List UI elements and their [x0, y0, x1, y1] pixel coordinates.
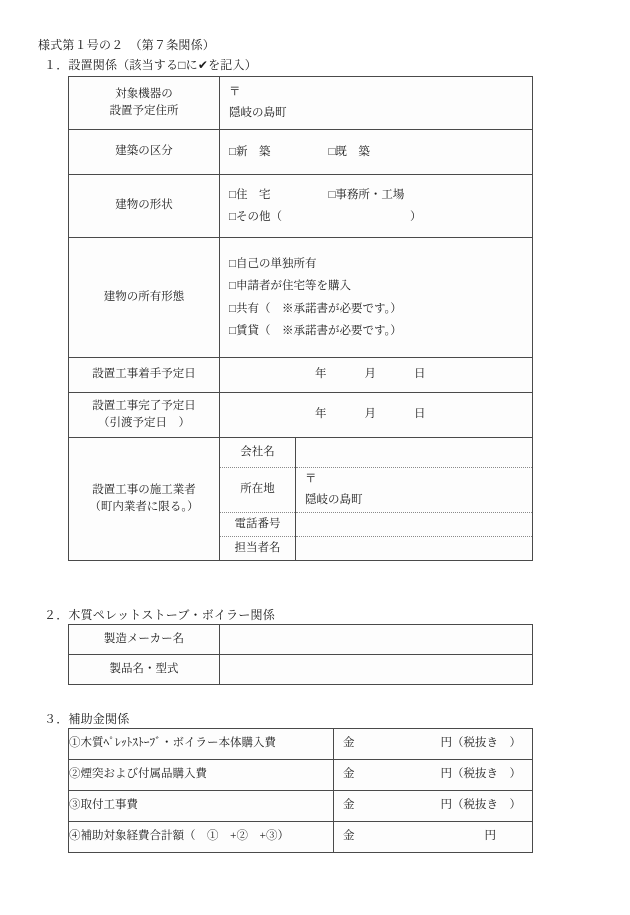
checkbox-option-residence[interactable]: □住 宅: [229, 188, 271, 201]
completion-date-ymd: [220, 406, 532, 423]
contractor-location-field[interactable]: [296, 468, 533, 513]
table-row: [69, 822, 533, 853]
cost-item-1-kin: 金: [343, 737, 355, 750]
cost-item-3-amount: [334, 797, 532, 814]
cost-item-4-label: ④補助対象経費合計額（ ① +② +③）: [69, 822, 334, 853]
completion-date-value-cell[interactable]: [220, 393, 533, 438]
checkbox-option-rental[interactable]: □賃貸（ ※承諾書が必要です。）: [229, 324, 402, 337]
product-model-label: 製品名・型式: [69, 655, 220, 685]
building-shape-options-cell: [220, 175, 533, 238]
cost-item-4-amount: [334, 828, 532, 845]
section1-heading: １．設置関係（該当する□に✔を記入）: [44, 58, 257, 72]
section2-heading: ２．木質ペレットストーブ・ボイラー関係: [44, 608, 275, 622]
cost-item-2-amount-cell[interactable]: [334, 760, 533, 791]
cost-item-4-kin: 金: [343, 830, 355, 843]
checkbox-option-office-factory[interactable]: □事務所・工場: [328, 188, 405, 201]
contractor-company-name-label: 会社名: [220, 438, 296, 468]
cost-item-3-amount-cell[interactable]: [334, 791, 533, 822]
completion-date-year-unit: 年: [315, 408, 327, 421]
contractor-postal-mark: 〒: [305, 473, 317, 486]
product-model-field[interactable]: [220, 655, 533, 685]
cost-item-1-amount-cell[interactable]: [334, 729, 533, 760]
checkbox-option-new-build[interactable]: □新 築: [229, 145, 271, 158]
form-identifier: 様式第１号の２ （第７条関係）: [38, 38, 216, 52]
product-table: [68, 624, 533, 685]
table-row-start-date: [69, 358, 533, 393]
start-date-value-cell[interactable]: [220, 358, 533, 393]
table-row: [69, 760, 533, 791]
cost-item-1-unit: 円（税抜き ）: [440, 737, 521, 750]
building-shape-options-row1: [220, 184, 532, 206]
address-value-cell[interactable]: [220, 77, 533, 130]
cost-item-3-kin: 金: [343, 799, 355, 812]
start-date-label: 設置工事着手予定日: [69, 358, 220, 393]
table-row: [69, 655, 533, 685]
contractor-label-line2: （町内業者に限る。）: [89, 501, 199, 513]
building-category-options: [220, 141, 532, 163]
building-shape-label: 建物の形状: [69, 175, 220, 238]
cost-item-2-label: ②煙突および付属品購入費: [69, 760, 334, 791]
table-row-contractor-company: [69, 438, 533, 468]
checkbox-option-applicant-purchase[interactable]: □申請者が住宅等を購入: [229, 280, 351, 293]
cost-item-1-label: ①木質ﾍﾟﾚｯﾄｽﾄｰﾌﾞ・ボイラー本体購入費: [69, 729, 334, 760]
checkbox-option-sole-ownership[interactable]: □自己の単独所有: [229, 257, 317, 270]
cost-item-4-unit: 円: [484, 830, 496, 843]
address-label-cell: [69, 77, 220, 130]
manufacturer-field[interactable]: [220, 625, 533, 655]
table-row-completion-date: [69, 393, 533, 438]
cost-item-3-unit: 円（税抜き ）: [440, 799, 521, 812]
subsidy-table: [68, 728, 533, 853]
start-date-day-unit: 日: [414, 368, 426, 381]
start-date-ymd: [220, 366, 532, 383]
ownership-label: 建物の所有形態: [69, 238, 220, 358]
building-shape-other-close-paren: ）: [409, 211, 422, 223]
table-row-building-category: [69, 130, 533, 175]
postal-code-mark: 〒: [229, 86, 241, 99]
table-row: [69, 625, 533, 655]
cost-item-2-unit: 円（税抜き ）: [440, 768, 521, 781]
checkbox-option-joint-ownership[interactable]: □共有（ ※承諾書が必要です。）: [229, 302, 402, 315]
table-row-building-shape: [69, 175, 533, 238]
building-shape-options-row2: [220, 206, 532, 228]
contractor-label-line1: 設置工事の施工業者: [92, 483, 196, 496]
cost-item-3-label: ③取付工事費: [69, 791, 334, 822]
ownership-options-cell: [220, 238, 533, 358]
address-town-text: 隠岐の島町: [229, 107, 287, 119]
cost-item-1-amount: [334, 735, 532, 752]
table-row-address: [69, 77, 533, 130]
table-row-ownership: [69, 238, 533, 358]
contractor-person-field[interactable]: [296, 537, 533, 561]
contractor-phone-label: 電話番号: [220, 513, 296, 537]
completion-date-label-line1: 設置工事完了予定日: [92, 399, 196, 412]
address-label-line1: 対象機器の: [115, 87, 173, 100]
checkbox-option-existing-build[interactable]: □既 築: [328, 145, 370, 158]
table-row: [69, 729, 533, 760]
building-category-label: 建築の区分: [69, 130, 220, 175]
installation-table: [68, 76, 533, 561]
cost-item-2-amount: [334, 766, 532, 783]
completion-date-month-unit: 月: [364, 408, 376, 421]
cost-item-4-amount-cell[interactable]: [334, 822, 533, 853]
cost-item-2-kin: 金: [343, 768, 355, 781]
section3-heading: ３．補助金関係: [44, 712, 130, 726]
table-row: [69, 791, 533, 822]
completion-date-label-cell: [69, 393, 220, 438]
manufacturer-label: 製造メーカー名: [69, 625, 220, 655]
contractor-label-cell: [69, 438, 220, 561]
building-category-options-cell: [220, 130, 533, 175]
completion-date-label-line2: （引渡予定日 ）: [98, 417, 190, 429]
contractor-company-name-field[interactable]: [296, 438, 533, 468]
start-date-month-unit: 月: [364, 368, 376, 381]
checkbox-option-other[interactable]: □その他（: [229, 211, 282, 223]
start-date-year-unit: 年: [315, 368, 327, 381]
contractor-phone-field[interactable]: [296, 513, 533, 537]
contractor-town-text: 隠岐の島町: [305, 494, 363, 506]
completion-date-day-unit: 日: [414, 408, 426, 421]
contractor-location-label: 所在地: [220, 468, 296, 513]
address-label-line2: 設置予定住所: [109, 105, 179, 117]
contractor-person-label: 担当者名: [220, 537, 296, 561]
